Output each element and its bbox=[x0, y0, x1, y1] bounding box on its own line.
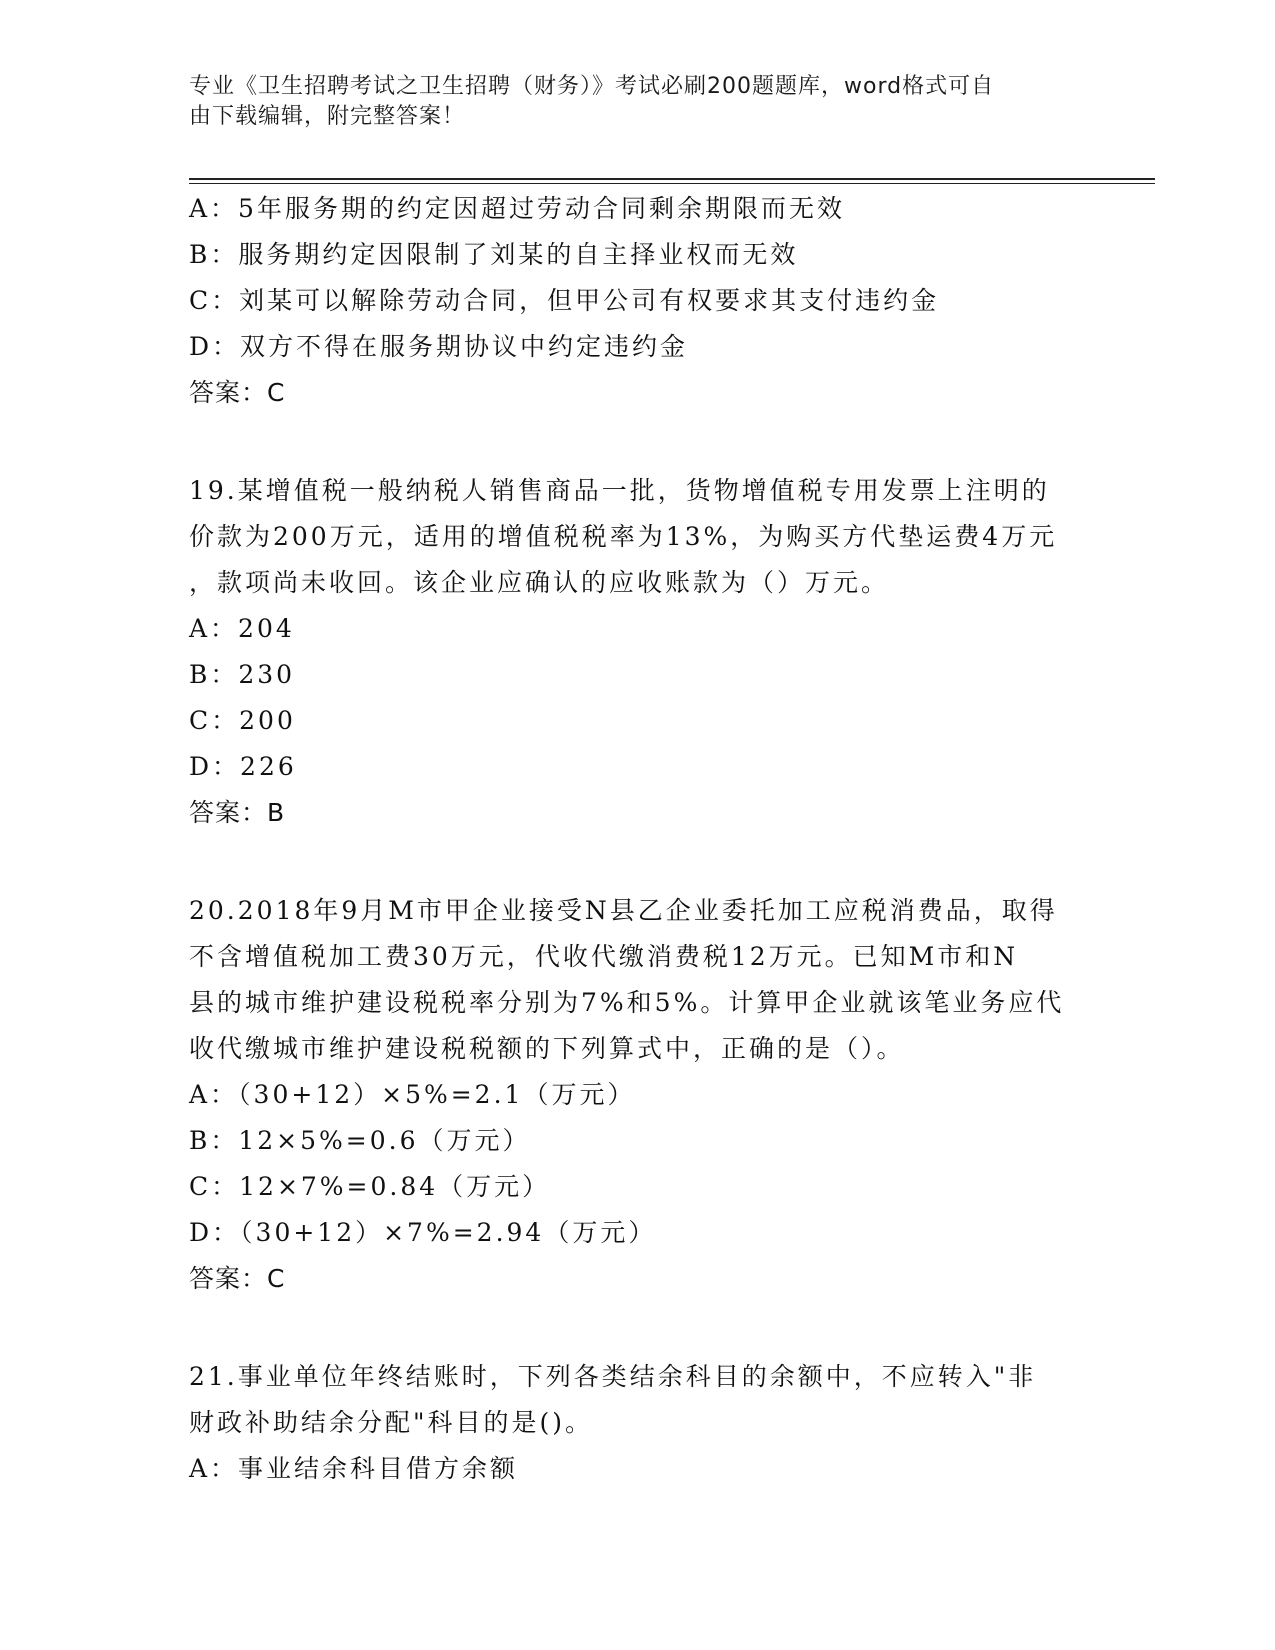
question-stem-line: 收代缴城市维护建设税税额的下列算式中，正确的是（）。 bbox=[189, 1034, 905, 1063]
option-a: A：事业结余科目借方余额 bbox=[189, 1454, 519, 1483]
header-line-2: 由下载编辑，附完整答案！ bbox=[189, 104, 466, 129]
spacer bbox=[189, 416, 1089, 468]
spacer bbox=[189, 836, 1089, 888]
question-stem-line: ，款项尚未收回。该企业应确认的应收账款为（）万元。 bbox=[189, 568, 890, 597]
option-b: B：12×5%=0.6（万元） bbox=[189, 1126, 531, 1155]
question-stem-line: 县的城市维护建设税税率分别为7%和5%。计算甲企业就该笔业务应代 bbox=[189, 988, 1065, 1017]
option-b: B：230 bbox=[189, 660, 296, 689]
option-c: C：刘某可以解除劳动合同，但甲公司有权要求其支付违约金 bbox=[189, 286, 940, 315]
question-19 bbox=[189, 468, 1089, 836]
option-d: D：（30+12）×7%=2.94（万元） bbox=[189, 1218, 657, 1247]
question-stem-line: 不含增值税加工费30万元，代收代缴消费税12万元。已知M市和N bbox=[189, 942, 1019, 971]
option-c: C：200 bbox=[189, 706, 296, 735]
question-list bbox=[189, 186, 1089, 1492]
option-c: C：12×7%=0.84（万元） bbox=[189, 1172, 551, 1201]
question-20 bbox=[189, 888, 1089, 1302]
question-18 bbox=[189, 186, 1089, 416]
header-divider bbox=[189, 178, 1155, 180]
header-line-1: 专业《卫生招聘考试之卫生招聘（财务）》考试必刷200题题库，word格式可自 bbox=[189, 74, 995, 99]
document-header bbox=[189, 72, 1089, 132]
question-stem-line: 财政补助结余分配"科目的是()。 bbox=[189, 1408, 594, 1437]
question-stem-line: 21.事业单位年终结账时，下列各类结余科目的余额中，不应转入"非 bbox=[189, 1362, 1037, 1391]
question-stem-line: 20.2018年9月M市甲企业接受N县乙企业委托加工应税消费品，取得 bbox=[189, 896, 1058, 925]
option-b: B：服务期约定因限制了刘某的自主择业权而无效 bbox=[189, 240, 799, 269]
option-d: D：226 bbox=[189, 752, 297, 781]
spacer bbox=[189, 1302, 1089, 1354]
question-stem-line: 价款为200万元，适用的增值税税率为13%，为购买方代垫运费4万元 bbox=[189, 522, 1058, 551]
question-stem-line: 19.某增值税一般纳税人销售商品一批，货物增值税专用发票上注明的 bbox=[189, 476, 1050, 505]
answer-line: 答案：B bbox=[189, 798, 286, 827]
header-divider-thin bbox=[189, 183, 1155, 184]
option-d: D：双方不得在服务期协议中约定违约金 bbox=[189, 332, 689, 361]
option-a: A：204 bbox=[189, 614, 295, 643]
question-21 bbox=[189, 1354, 1089, 1492]
option-a: A：5年服务期的约定因超过劳动合同剩余期限而无效 bbox=[189, 194, 845, 223]
option-a: A：（30+12）×5%=2.1（万元） bbox=[189, 1080, 636, 1109]
answer-line: 答案：C bbox=[189, 378, 286, 407]
answer-line: 答案：C bbox=[189, 1264, 286, 1293]
